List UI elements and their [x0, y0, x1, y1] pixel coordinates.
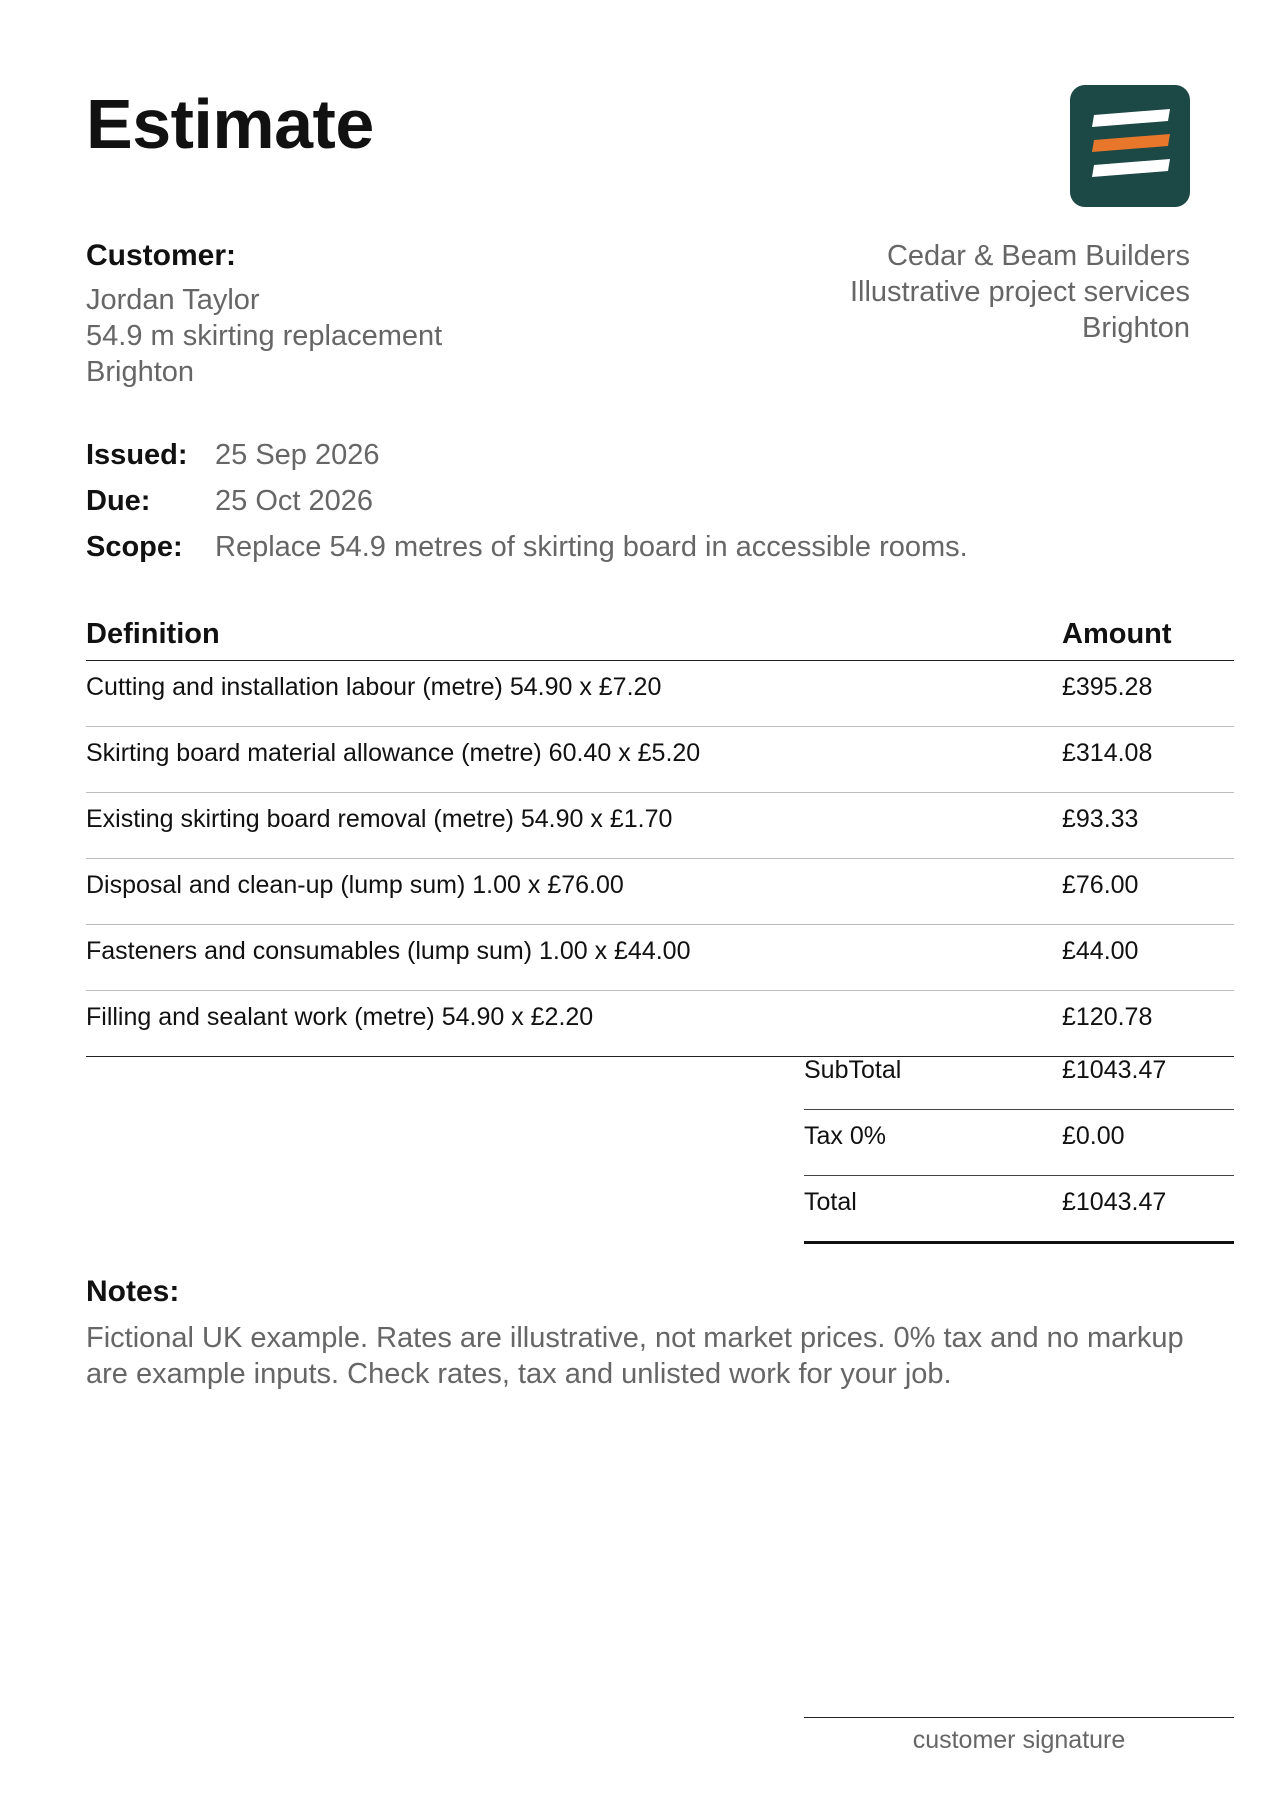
- tax-label: Tax 0%: [804, 1122, 886, 1150]
- notes-block: [86, 1274, 1186, 1392]
- row-description: Fasteners and consumables (lump sum) 1.00 x £44.00: [86, 937, 691, 965]
- subtotal-row: [804, 1044, 1234, 1110]
- total-row: [804, 1176, 1234, 1244]
- table-row: [86, 925, 1234, 991]
- table-row: [86, 859, 1234, 925]
- estimate-meta: [86, 432, 968, 570]
- company-location: Brighton: [1081, 312, 1190, 344]
- row-amount: £314.08: [1062, 739, 1153, 767]
- company-name: Cedar & Beam Builders: [886, 240, 1190, 272]
- row-amount: £120.78: [1062, 1003, 1153, 1031]
- notes-text: Fictional UK example. Rates are illustrative, not market prices. 0% tax and no markup are example inputs. Check rates, tax and unlisted work for your job.: [86, 1322, 1184, 1390]
- company-block: [850, 238, 1190, 346]
- definition-header: Definition: [86, 618, 220, 650]
- issued-row: [86, 432, 968, 478]
- subtotal-label: SubTotal: [804, 1056, 902, 1084]
- row-amount: £93.33: [1062, 805, 1139, 833]
- row-description: Cutting and installation labour (metre) 54.90 x £7.20: [86, 673, 662, 701]
- customer-location: Brighton: [86, 356, 195, 388]
- company-tagline: Illustrative project services: [849, 276, 1190, 308]
- row-description: Disposal and clean-up (lump sum) 1.00 x £76.00: [86, 871, 624, 899]
- row-description: Filling and sealant work (metre) 54.90 x £2.20: [86, 1003, 594, 1031]
- subtotal-value: £1043.47: [1062, 1056, 1167, 1084]
- scope-text: Replace 54.9 metres of skirting board in accessible rooms.: [215, 531, 968, 563]
- total-value: £1043.47: [1062, 1188, 1167, 1216]
- issued-date: 25 Sep 2026: [215, 439, 380, 471]
- customer-block: [86, 238, 686, 390]
- customer-project: 54.9 m skirting replacement: [86, 320, 443, 352]
- customer-name: Jordan Taylor: [86, 284, 260, 316]
- row-description: Skirting board material allowance (metre) 60.40 x £5.20: [86, 739, 701, 767]
- row-amount: £76.00: [1062, 871, 1139, 899]
- due-row: [86, 478, 968, 524]
- row-description: Existing skirting board removal (metre) 54.90 x £1.70: [86, 805, 673, 833]
- due-label: Due:: [86, 485, 151, 517]
- scope-label: Scope:: [86, 531, 183, 563]
- tax-value: £0.00: [1062, 1122, 1125, 1150]
- due-date: 25 Oct 2026: [215, 485, 373, 517]
- row-amount: £44.00: [1062, 937, 1139, 965]
- tax-row: [804, 1110, 1234, 1176]
- stacked-planks-icon: [1070, 85, 1190, 207]
- totals-block: [804, 1044, 1234, 1244]
- table-header: [86, 614, 1234, 661]
- scope-row: [86, 524, 968, 570]
- issued-label: Issued:: [86, 439, 188, 471]
- table-row: [86, 727, 1234, 793]
- notes-label: Notes:: [86, 1275, 180, 1308]
- table-row: [86, 793, 1234, 859]
- table-row: [86, 661, 1234, 727]
- row-amount: £395.28: [1062, 673, 1153, 701]
- signature-line: [804, 1717, 1234, 1755]
- company-logo: [1070, 85, 1190, 207]
- signature-label: customer signature: [912, 1726, 1126, 1754]
- customer-label: Customer:: [86, 239, 237, 272]
- line-items-table: [86, 614, 1234, 1057]
- amount-header: Amount: [1062, 618, 1172, 650]
- total-label: Total: [804, 1188, 857, 1216]
- document-title: Estimate: [86, 85, 374, 163]
